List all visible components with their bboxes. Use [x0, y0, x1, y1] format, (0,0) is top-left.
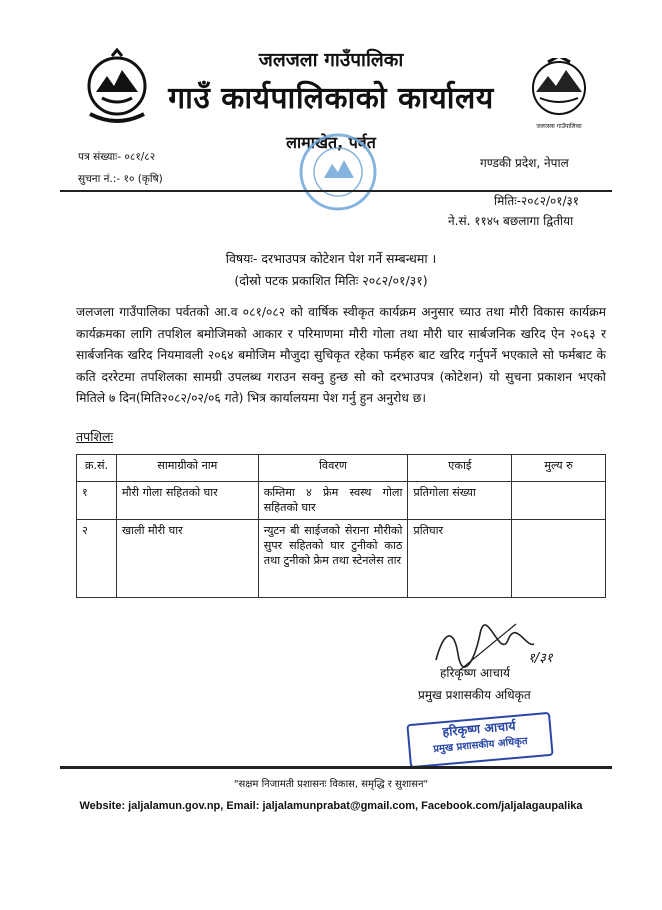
handwritten-date: १/३१ [528, 651, 553, 666]
cell-description: न्युटन बी साईजको सेराना मौरीको सुपर सहितको घार टुनीको काठ तथा टुनीको फ्रेम तथा स्टेनलेस तार [258, 520, 408, 598]
cell-price [512, 520, 606, 598]
designation-stamp [406, 712, 553, 768]
right-emblem-caption: जलजला गाउँपालिका [536, 123, 582, 130]
col-header-serial: क्र.सं. [77, 455, 117, 482]
cell-unit: प्रतिघार [408, 520, 512, 598]
col-header-unit: एकाई [408, 455, 512, 482]
table-row [77, 520, 606, 598]
cell-item-name: मौरी गोला सहितको घार [116, 482, 258, 520]
footer-motto: "सक्षम निजामती प्रशासनः विकास, समृद्धि र सुशासन" [233, 779, 429, 790]
signatory-designation: प्रमुख प्रशासकीय अधिकृत [418, 688, 531, 702]
cell-description: कम्तिमा ४ फ्रेम स्वस्थ गोला सहितको घार [258, 482, 408, 520]
stamp-title: प्रमुख प्रशासकीय अधिकृत [432, 735, 529, 756]
office-place: लामाखेत, पर्वत [286, 133, 376, 152]
col-header-item-name: सामाग्रीको नाम [116, 455, 258, 482]
office-small-title: जलजला गाउँपालिका [258, 49, 404, 71]
table-header-row [77, 455, 606, 482]
suchana-number: सुचना नं.:- १० (कृषि) [78, 173, 163, 185]
province: गण्डकी प्रदेश, नेपाल [480, 156, 569, 170]
footer-contact: Website: jaljalamun.gov.np, Email: jaljalamunprabat@gmail.com, Facebook.com/jaljalagaupalika [79, 800, 583, 812]
office-main-title: गाउँ कार्यपालिकाको कार्यालय [168, 81, 494, 116]
col-header-description: विवरण [258, 455, 408, 482]
items-table [76, 454, 606, 598]
signatory-name: हरिकृष्ण आचार्य [440, 666, 510, 680]
letter-date: मितिः-२०८२/०१/३१ [494, 194, 579, 208]
cell-serial: २ [77, 520, 117, 598]
stamp-name: हरिकृष्ण आचार्य [441, 717, 517, 740]
footer-divider [60, 766, 612, 769]
col-header-price: मुल्य रु [512, 455, 606, 482]
cell-price [512, 482, 606, 520]
notice-body: जलजला गाउँपालिका पर्वतको आ.व ०८१/०८२ को वार्षिक स्वीकृत कार्यक्रम अनुसार च्याउ तथा मौरी विकास कार्यक्रम कार्यक्रमका लागि तपशिल बमोजिमको आकार र परिमाणमा मौरी गोला तथा मौरी घार सार्बजनिक खरिद ऐन २०६३ र सार्बजनिक खरिद नियमावली २०६४ बमोजिम मौजुदा सुचिकृत रहेका फर्महरु बाट खरिद गर्नुपर्ने भएकाले सो फर्मबाट के कति दररेटमा तपशिलका सामग्री उपलब्ध गराउन सक्नु हुन्छ सो को दरभाउपत्र (कोटेशन) यो सुचना प्रकाशन भएको मितिले ७ दिन(मिति२०८२/०२/०६ गते) भित्र कार्यालयमा पेश गर्नु हुन अनुरोध छ। [76, 305, 606, 405]
office-round-seal [298, 132, 378, 212]
subject-line: विषयः- दरभाउपत्र कोटेशन पेश गर्ने सम्बन्धमा । [225, 251, 437, 266]
table-row [77, 482, 606, 520]
cell-item-name: खाली मौरी घार [116, 520, 258, 598]
tapsil-label: तपशिलः [76, 429, 113, 444]
cell-unit: प्रतिगोला संख्या [408, 482, 512, 520]
nepal-sambat-date: ने.सं. ११४५ बछलागा द्वितीया [448, 214, 574, 228]
patra-sankhya: पत्र संख्याः- ०८१/८२ [78, 151, 156, 163]
cell-serial: १ [77, 482, 117, 520]
subject-reissue-line: (दोस्रो पटक प्रकाशित मितिः २०८२/०१/३१) [234, 273, 428, 288]
